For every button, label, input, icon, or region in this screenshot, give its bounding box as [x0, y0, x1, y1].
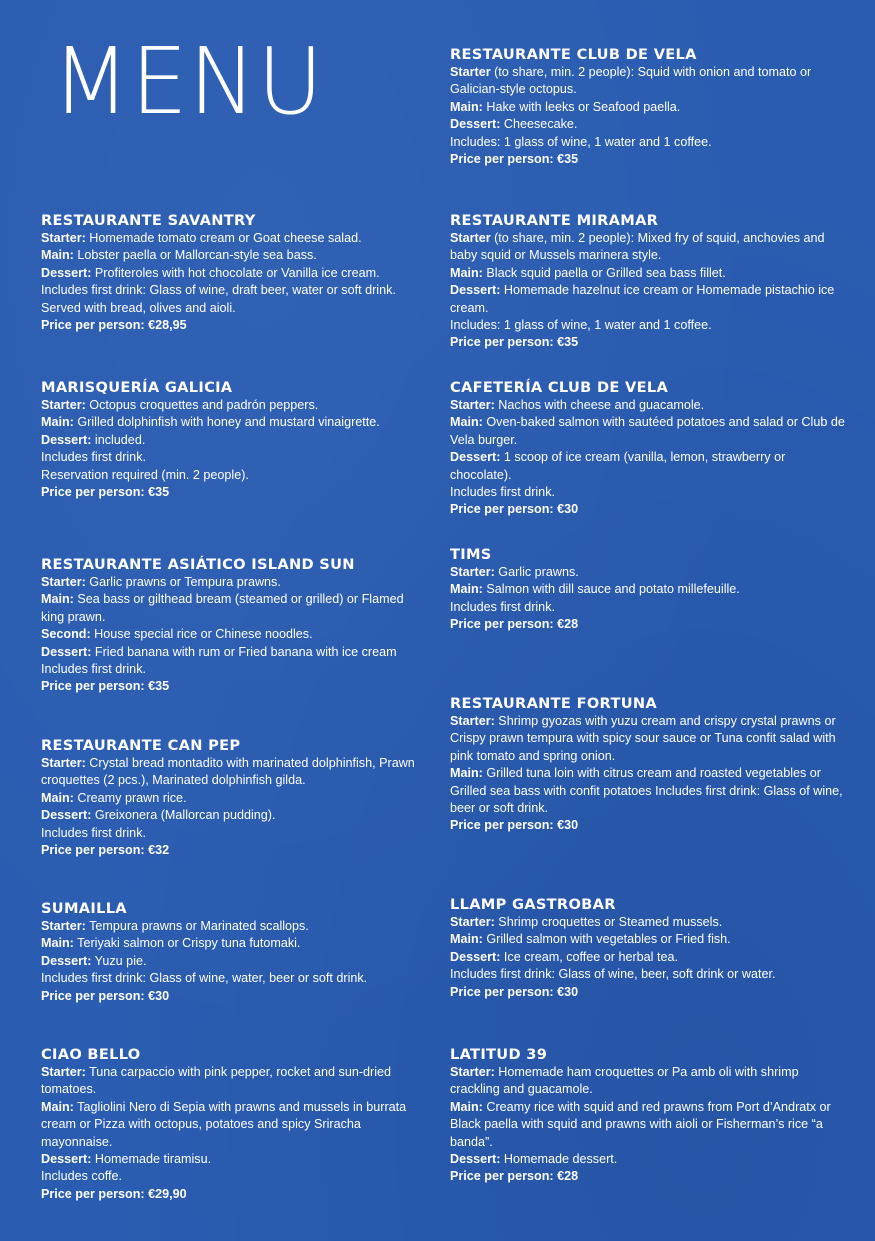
restaurant-name: RESTAURANTE CAN PEP — [41, 737, 241, 754]
menu-line-text: Tagliolini Nero di Sepia with prawns and mussels in burrata cream or Pizza with octopus, potatoes and spicy Sriracha mayonnaise. — [41, 1099, 407, 1149]
menu-line-text: Homemade hazelnut ice cream or Homemade pistachio ice cream. — [450, 283, 835, 315]
menu-line-text: (to share, min. 2 people): Mixed fry of squid, anchovies and baby squid or Mussels marinera style. — [450, 231, 825, 263]
menu-line-text: Creamy prawn rice. — [73, 790, 187, 805]
menu-line-label: Price per person: €30 — [41, 988, 170, 1003]
menu-line — [41, 1168, 426, 1185]
menu-line — [41, 790, 426, 807]
restaurant-name: CIAO BELLO — [41, 1046, 141, 1063]
restaurant-name: RESTAURANTE MIRAMAR — [450, 212, 659, 229]
menu-line-text: Shrimp gyozas with yuzu cream and crispy crystal prawns or Crispy prawn tempura with spicy sour sauce or Tuna confit salad with pink tomato and spring onion. — [450, 714, 836, 763]
menu-line-text: Includes first drink: Glass of wine, beer, soft drink or water. — [450, 967, 776, 982]
menu-line — [450, 966, 850, 983]
menu-line-label: Price per person: €35 — [450, 335, 579, 350]
restaurant-name: RESTAURANTE SAVANTRY — [41, 212, 256, 229]
menu-line-label: Starter: — [41, 1065, 86, 1079]
menu-line-label: Price per person: €29,90 — [41, 1186, 187, 1201]
menu-line-text: Fried banana with rum or Fried banana with ice cream — [91, 644, 397, 659]
menu-line-label: Starter: — [450, 565, 495, 579]
restaurant-name: TIMS — [450, 546, 492, 563]
restaurant-name: RESTAURANTE ASIÁTICO ISLAND SUN — [41, 556, 355, 573]
menu-line-label: Dessert: — [41, 808, 92, 823]
menu-line — [41, 230, 426, 247]
menu-line-label: Dessert: — [41, 265, 92, 280]
menu-line — [450, 1168, 850, 1185]
menu-line — [41, 661, 426, 678]
menu-line-label: Main: — [450, 582, 483, 597]
menu-line — [450, 64, 850, 99]
menu-line-text: Nachos with cheese and guacamole. — [494, 398, 705, 412]
menu-line-text: Served with bread, olives and aioli. — [41, 300, 236, 315]
menu-line-text: Grilled dolphinfish with honey and mustard vinaigrette. — [73, 415, 380, 430]
menu-line-text: Reservation required (min. 2 people). — [41, 467, 249, 482]
menu-line-label: Price per person: €28 — [450, 1169, 579, 1184]
restaurant-name: LLAMP GASTROBAR — [450, 896, 616, 913]
menu-line-text: Includes first drink. — [450, 485, 555, 500]
menu-line-label: Starter — [450, 65, 491, 79]
menu-line-text: Includes: 1 glass of wine, 1 water and 1 coffee. — [450, 318, 712, 333]
menu-line-label: Price per person: €35 — [41, 485, 170, 500]
menu-line-text: Garlic prawns or Tempura prawns. — [85, 575, 281, 589]
menu-line-label: Price per person: €28,95 — [41, 318, 187, 333]
menu-line-text: Profiteroles with hot chocolate or Vanilla ice cream. — [91, 265, 380, 280]
menu-line — [41, 807, 426, 824]
restaurant-block — [450, 378, 850, 519]
menu-line-text: Yuzu pie. — [91, 953, 147, 968]
menu-line-label: Price per person: €30 — [450, 502, 579, 517]
menu-line — [41, 953, 426, 970]
menu-line-label: Price per person: €30 — [450, 818, 579, 833]
menu-line — [41, 591, 426, 626]
menu-line-text: Hake with leeks or Seafood paella. — [482, 99, 681, 114]
menu-line — [41, 449, 426, 466]
menu-line-label: Dessert: — [41, 644, 92, 659]
menu-line-text: Garlic prawns. — [494, 565, 579, 579]
menu-line-label: Main: — [450, 932, 483, 947]
menu-line-label: Starter: — [450, 915, 495, 929]
restaurant-block — [450, 895, 850, 1001]
menu-line-text: Includes first drink: Glass of wine, water, beer or soft drink. — [41, 971, 368, 986]
menu-line-label: Main: — [41, 936, 74, 951]
restaurant-block — [450, 694, 850, 835]
menu-line-text: Includes first drink. — [41, 825, 146, 840]
restaurant-block — [450, 1045, 850, 1186]
menu-line — [450, 1099, 850, 1151]
menu-line-text: Octopus croquettes and padrón peppers. — [85, 398, 319, 412]
menu-line-label: Main: — [41, 592, 74, 607]
menu-line-label: Dessert: — [450, 283, 501, 298]
menu-line-text: Homemade tomato cream or Goat cheese salad. — [85, 231, 362, 245]
menu-line-text: Cheesecake. — [500, 117, 578, 132]
menu-line — [41, 414, 426, 431]
menu-line — [450, 1064, 850, 1099]
menu-line — [41, 484, 426, 501]
menu-line — [450, 501, 850, 518]
restaurant-block — [41, 378, 426, 501]
restaurant-name: MARISQUERÍA GALICIA — [41, 379, 233, 396]
menu-line — [41, 935, 426, 952]
restaurant-block — [41, 555, 426, 696]
menu-line-text: Includes first drink. — [450, 599, 555, 614]
menu-line — [450, 99, 850, 116]
menu-line-label: Price per person: €32 — [41, 843, 170, 858]
menu-line — [450, 713, 850, 765]
menu-line — [450, 984, 850, 1001]
menu-line — [41, 574, 426, 591]
menu-line — [41, 626, 426, 643]
menu-line-label: Dessert: — [41, 1152, 92, 1167]
menu-line-text: Black squid paella or Grilled sea bass fillet. — [482, 265, 726, 280]
page-title: MENU — [52, 28, 325, 135]
menu-line — [41, 397, 426, 414]
menu-line — [450, 581, 850, 598]
menu-line-label: Starter: — [450, 1065, 495, 1079]
menu-line-text: Grilled tuna loin with citrus cream and roasted vegetables or Grilled sea bass with confit potatoes Includes first drink: Glass of wine, beer or soft drink. — [450, 766, 843, 816]
menu-line — [41, 300, 426, 317]
menu-line-text: Salmon with dill sauce and potato millefeuille. — [482, 582, 740, 597]
menu-line-label: Dessert: — [450, 1152, 501, 1167]
menu-line-text: Sea bass or gilthead bream (steamed or grilled) or Flamed king prawn. — [41, 592, 404, 624]
menu-line — [41, 918, 426, 935]
menu-line-text: Includes first drink: Glass of wine, draft beer, water or soft drink. — [41, 283, 396, 298]
menu-line — [450, 599, 850, 616]
menu-line — [450, 116, 850, 133]
menu-line-label: Starter: — [450, 398, 495, 412]
menu-line-label: Dessert: — [450, 117, 501, 132]
menu-line-label: Main: — [450, 766, 483, 781]
menu-line-label: Price per person: €35 — [41, 679, 170, 694]
menu-line — [41, 842, 426, 859]
menu-line — [450, 931, 850, 948]
restaurant-block — [450, 45, 850, 168]
menu-line-label: Dessert: — [41, 953, 92, 968]
restaurant-name: LATITUD 39 — [450, 1046, 548, 1063]
restaurant-block — [41, 1045, 426, 1203]
menu-line-label: Main: — [41, 1099, 74, 1114]
menu-line-label: Main: — [450, 1099, 483, 1114]
menu-line-text: Ice cream, coffee or herbal tea. — [500, 949, 678, 964]
menu-line — [41, 970, 426, 987]
menu-line-label: Second: — [41, 627, 91, 642]
menu-line-label: Main: — [41, 248, 74, 263]
menu-line — [450, 230, 850, 265]
menu-line-label: Price per person: €30 — [450, 984, 579, 999]
menu-line — [41, 678, 426, 695]
menu-line-label: Price per person: €35 — [450, 152, 579, 167]
menu-line-text: Homemade dessert. — [500, 1152, 618, 1167]
menu-line — [41, 988, 426, 1005]
menu-line — [41, 1099, 426, 1151]
menu-line-label: Main: — [450, 265, 483, 280]
menu-line — [41, 265, 426, 282]
menu-line-text: Grilled salmon with vegetables or Fried fish. — [482, 932, 731, 947]
menu-line — [41, 317, 426, 334]
menu-line-text: Includes coffe. — [41, 1169, 122, 1184]
menu-line — [41, 1186, 426, 1203]
menu-line — [450, 949, 850, 966]
menu-line — [450, 914, 850, 931]
menu-line — [450, 397, 850, 414]
restaurant-name: RESTAURANTE FORTUNA — [450, 695, 657, 712]
restaurant-block — [450, 211, 850, 352]
menu-line — [41, 825, 426, 842]
menu-line-text: Oven-baked salmon with sautéed potatoes and salad or Club de Vela burger. — [450, 415, 845, 447]
menu-line — [450, 564, 850, 581]
menu-line-text: Includes: 1 glass of wine, 1 water and 1 coffee. — [450, 134, 712, 149]
menu-line — [450, 414, 850, 449]
menu-line — [450, 317, 850, 334]
menu-line-label: Price per person: €28 — [450, 617, 579, 632]
menu-line-label: Starter: — [41, 575, 86, 589]
menu-line-label: Dessert: — [450, 450, 501, 465]
menu-line-label: Main: — [41, 790, 74, 805]
menu-line-text: House special rice or Chinese noodles. — [90, 627, 313, 642]
menu-line — [450, 484, 850, 501]
menu-line — [41, 432, 426, 449]
restaurant-name: CAFETERÍA CLUB DE VELA — [450, 379, 669, 396]
menu-line — [450, 616, 850, 633]
menu-line — [450, 765, 850, 817]
menu-line — [41, 467, 426, 484]
menu-line-label: Starter: — [450, 714, 495, 728]
menu-line-text: Homemade ham croquettes or Pa amb oli with shrimp crackling and guacamole. — [450, 1065, 799, 1097]
menu-line-label: Starter: — [41, 398, 86, 412]
menu-line — [450, 282, 850, 317]
menu-line-text: Shrimp croquettes or Steamed mussels. — [494, 915, 723, 929]
menu-line-label: Starter: — [41, 231, 86, 245]
menu-line-text: Crystal bread montadito with marinated dolphinfish, Prawn croquettes (2 pcs.), Marinated dolphinfish gilda. — [41, 756, 415, 788]
menu-line-label: Starter — [450, 231, 491, 245]
menu-line-text: Tempura prawns or Marinated scallops. — [85, 919, 309, 933]
menu-line — [450, 334, 850, 351]
menu-line-label: Starter: — [41, 919, 86, 933]
menu-line-label: Dessert: — [450, 949, 501, 964]
restaurant-block — [41, 211, 426, 334]
menu-line-text: Homemade tiramisu. — [91, 1152, 212, 1167]
menu-line — [450, 134, 850, 151]
menu-line-label: Main: — [450, 415, 483, 430]
menu-line-label: Starter: — [41, 756, 86, 770]
menu-line — [41, 282, 426, 299]
menu-line — [41, 644, 426, 661]
menu-line-text: Includes first drink. — [41, 662, 146, 677]
menu-line — [450, 449, 850, 484]
menu-line-text: Teriyaki salmon or Crispy tuna futomaki. — [73, 936, 301, 951]
menu-line-text: Lobster paella or Mallorcan-style sea bass. — [73, 248, 317, 263]
restaurant-block — [450, 545, 850, 634]
menu-line-text: Includes first drink. — [41, 450, 146, 465]
menu-line-text: (to share, min. 2 people): Squid with onion and tomato or Galician-style octopus. — [450, 65, 812, 97]
menu-line-label: Dessert: — [41, 432, 92, 447]
restaurant-block — [41, 736, 426, 859]
menu-line — [41, 1151, 426, 1168]
menu-line — [450, 1151, 850, 1168]
menu-line — [450, 265, 850, 282]
menu-line — [41, 1064, 426, 1099]
restaurant-name: RESTAURANTE CLUB DE VELA — [450, 46, 697, 63]
menu-line-text: included. — [91, 432, 146, 447]
restaurant-name: SUMAILLA — [41, 900, 127, 917]
menu-line — [450, 817, 850, 834]
menu-line-text: Creamy rice with squid and red prawns from Port d’Andratx or Black paella with squid and prawns with aioli or Fisherman’s rice “a banda”. — [450, 1099, 831, 1149]
menu-line-text: 1 scoop of ice cream (vanilla, lemon, strawberry or chocolate). — [450, 450, 786, 482]
menu-line-label: Main: — [41, 415, 74, 430]
menu-line-text: Tuna carpaccio with pink pepper, rocket and sun-dried tomatoes. — [41, 1065, 392, 1097]
menu-line-label: Main: — [450, 99, 483, 114]
restaurant-block — [41, 899, 426, 1005]
menu-line-text: Greixonera (Mallorcan pudding). — [91, 808, 276, 823]
menu-line — [41, 755, 426, 790]
menu-line — [41, 247, 426, 264]
menu-line — [450, 151, 850, 168]
